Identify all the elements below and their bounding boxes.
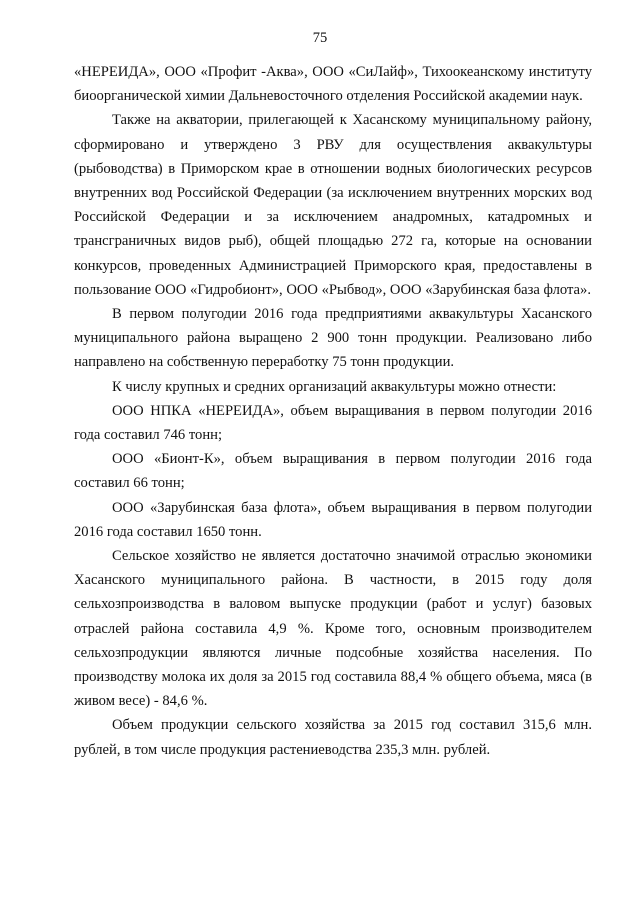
- document-body: [74, 60, 592, 762]
- paragraph-rvu-areas: Также на акватории, прилегающей к Хасанскому муниципальному району, сформировано и утверждено 3 РВУ для осуществления аквакультуры (рыбоводства) в Приморском крае в отношении водных биологических ресурсов внутренних вод Российской Федерации (за исключением внутренних морских вод Российской Федерации и за исключением анадромных, катадромных и трансграничных видов рыб), общей площадью 272 га, которые на основании конкурсов, проведенных Администрацией Приморского края, предоставлены в пользование ООО «Гидробионт», ООО «Рыбвод», ООО «Зарубинская база флота».: [74, 112, 592, 298]
- paragraph-agriculture: Сельское хозяйство не является достаточно значимой отраслью экономики Хасанского муниципального района. В частности, в 2015 году доля сельхозпроизводства в валовом выпуске продукции (работ и услуг) базовых отраслей района составила 4,9 %. Кроме того, основным производителем сельхозпродукции являются личные подсобные хозяйства населения. По производству молока их доля за 2015 год составила 88,4 % общего объема, мяса (в живом весе) - 84,6 %.: [74, 548, 592, 710]
- paragraph-large-organizations: К числу крупных и средних организаций аквакультуры можно отнести:: [112, 378, 557, 395]
- paragraph-agri-volume: Объем продукции сельского хозяйства за 2015 год составил 315,6 млн. рублей, в том числе продукция растениеводства 235,3 млн. рублей.: [74, 717, 592, 758]
- paragraph-zarubino-fleet: ООО «Зарубинская база флота», объем выращивания в первом полугодии 2016 года составил 1650 тонн.: [74, 499, 592, 540]
- paragraph-production-2016: В первом полугодии 2016 года предприятиями аквакультуры Хасанского муниципального района выращено 2 900 тонн продукции. Реализовано либо направлено на собственную переработку 75 тонн продукции.: [74, 306, 592, 371]
- page-number: 75: [312, 30, 328, 46]
- paragraph-nereida: ООО НПКА «НЕРЕИДА», объем выращивания в первом полугодии 2016 года составил 746 тонн;: [74, 402, 592, 444]
- paragraph-research-institutes: «НЕРЕИДА», ООО «Профит -Аква», ООО «СиЛайф», Тихоокеанскому институту биоорганической химии Дальневосточного отделения Российской академии наук.: [74, 64, 592, 105]
- paragraph-biont-k: ООО «Бионт-К», объем выращивания в первом полугодии 2016 года составил 66 тонн;: [74, 451, 592, 492]
